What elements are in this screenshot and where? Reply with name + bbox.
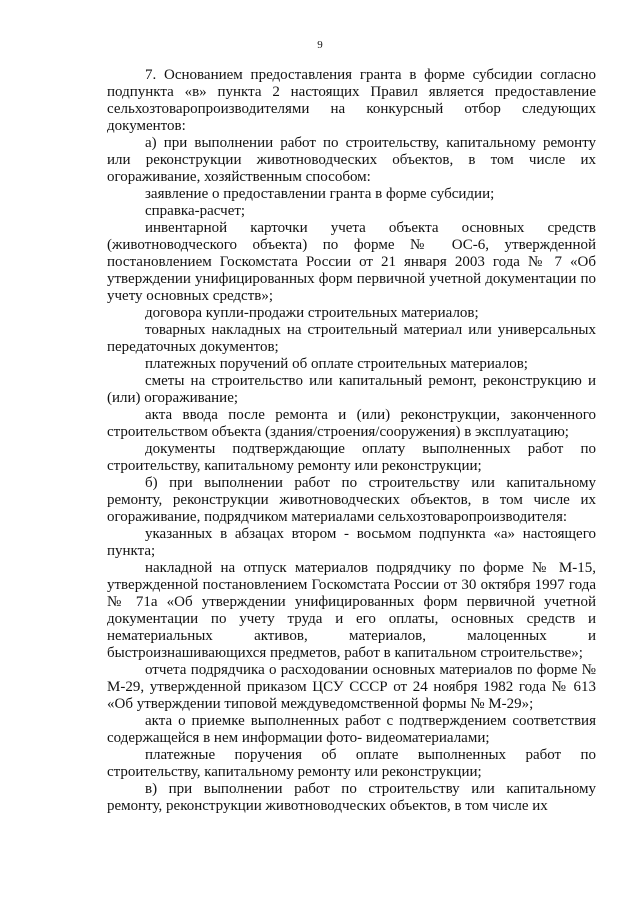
paragraph-acceptance-act: акта о приемке выполненных работ с подтверждением соответствия содержащейся в нем информации фото- видеоматериалами; (107, 713, 596, 746)
paragraph-payment-orders-works: платежные поручения об оплате выполненных работ по строительству, капитальному ремонту или реконструкции; (107, 747, 596, 780)
paragraph-7-intro: 7. Основанием предоставления гранта в форме субсидии согласно подпункта «в» пункта 2 настоящих Правил является предоставление сельхозтоваропроизводителями на конкурсный отбор следующих документов: (107, 67, 596, 134)
paragraph-invoices: товарных накладных на строительный материал или универсальных передаточных документов; (107, 322, 596, 355)
paragraph-grant-application: заявление о предоставлении гранта в форме субсидии; (145, 186, 495, 202)
paragraph-estimates: сметы на строительство или капитальный ремонт, реконструкцию и (или) огораживание; (107, 373, 596, 406)
paragraph-payment-confirmation: документы подтверждающие оплату выполненных работ по строительству, капитальному ремонту или реконструкции; (107, 441, 596, 474)
paragraph-subitem-v: в) при выполнении работ по строительству или капитальному ремонту, реконструкции животноводческих объектов, в том числе их (107, 781, 596, 814)
paragraph-subitem-b: б) при выполнении работ по строительству или капитальному ремонту, реконструкции животноводческих объектов, в том числе их огораживание, подрядчиком материалами сельхозтоваропроизводителя: (107, 475, 596, 525)
paragraph-form-m15: накладной на отпуск материалов подрядчику по форме № М-15, утвержденной постановлением Госкомстата России от 30 октября 1997 года № 71а «Об утверждении унифицированных форм первичной учетной документации по учету труда и его оплаты, основных средств и нематериальных активов, материалов, малоценных и быстроизнашивающихся предметов, работ в капитальном строительстве»; (107, 560, 596, 661)
paragraph-commissioning-act: акта ввода после ремонта и (или) реконструкции, законченного строительством объекта (здания/строения/сооружения) в эксплуатацию; (107, 407, 596, 440)
paragraph-purchase-contract: договора купли-продажи строительных материалов; (145, 305, 479, 321)
paragraph-form-m29: отчета подрядчика о расходовании основных материалов по форме № М-29, утвержденной приказом ЦСУ СССР от 24 ноября 1982 года № 613 «Об утверждении типовой междуведомственной формы № М-29»; (107, 662, 596, 712)
document-body (107, 67, 596, 815)
paragraph-reference-subitem-a: указанных в абзацах втором - восьмом подпункта «а» настоящего пункта; (107, 526, 596, 559)
paragraph-inventory-card: инвентарной карточки учета объекта основных средств (животноводческого объекта) по форме № ОС-6, утвержденной постановлением Госкомстата России от 21 января 2003 года № 7 «Об утверждении унифицированных форм первичной учетной документации по учету основных средств»; (107, 220, 596, 304)
page-number: 9 (317, 39, 323, 51)
paragraph-payment-orders-materials: платежных поручений об оплате строительных материалов; (145, 356, 528, 372)
paragraph-subitem-a: а) при выполнении работ по строительству, капитальному ремонту или реконструкции животноводческих объектов, в том числе их огораживание, хозяйственным способом: (107, 135, 596, 185)
paragraph-calculation-certificate: справка-расчет; (145, 203, 246, 219)
